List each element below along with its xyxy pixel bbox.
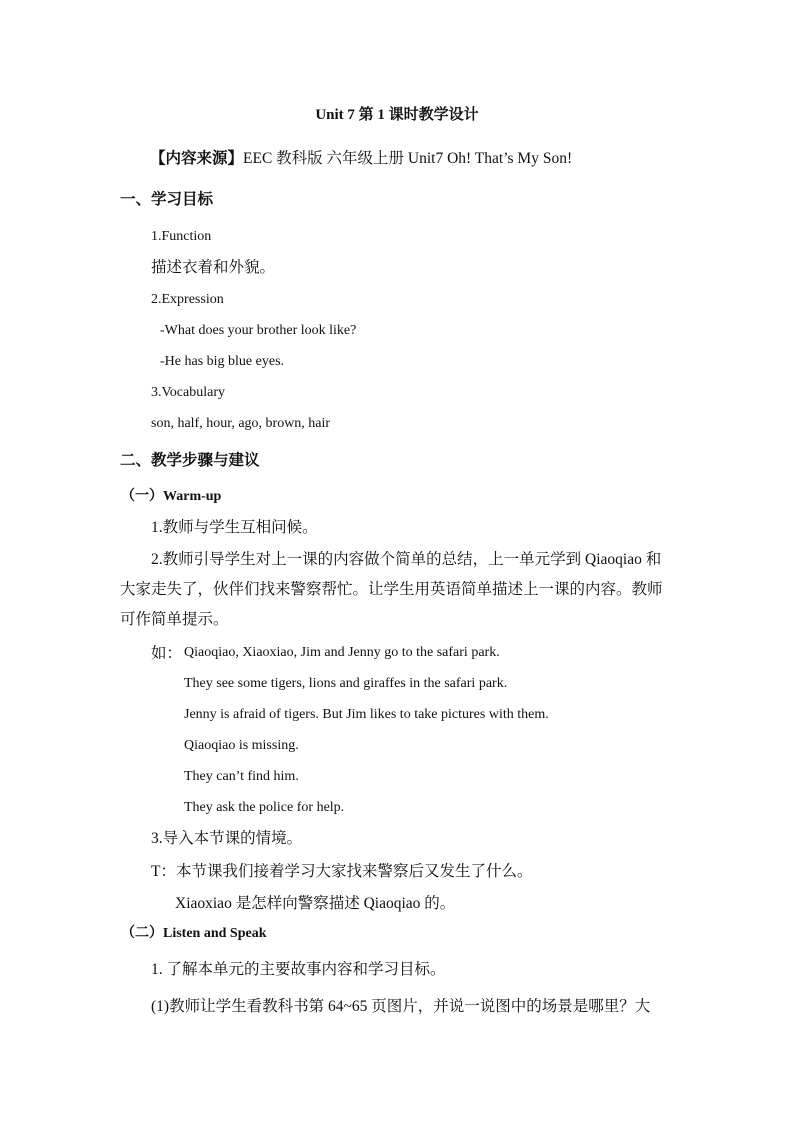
example-line: Qiaoqiao, Xiaoxiao, Jim and Jenny go to the safari park. bbox=[184, 645, 500, 660]
content-source-label: 【内容来源】 bbox=[150, 150, 244, 167]
teacher-line-2: Xiaoxiao 是怎样向警察描述 Qiaoqiao 的。 bbox=[175, 895, 456, 912]
function-label: 1.Function bbox=[151, 229, 212, 244]
expression-label: 2.Expression bbox=[151, 292, 224, 307]
function-text: 描述衣着和外貌。 bbox=[151, 259, 276, 276]
warmup-step-2-line-2: 大家走失了，伙伴们找来警察帮忙。让学生用英语简单描述上一课的内容。教师 bbox=[120, 581, 663, 598]
example-line: They ask the police for help. bbox=[184, 800, 345, 815]
content-source bbox=[150, 147, 572, 171]
listen-speak-heading: （二）Listen and Speak bbox=[121, 926, 267, 941]
example-line: Jenny is afraid of tigers. But Jim likes to take pictures with them. bbox=[184, 707, 549, 722]
expression-question: -What does your brother look like? bbox=[160, 323, 357, 338]
warmup-step-2-line-3: 可作简单提示。 bbox=[120, 611, 229, 628]
warmup-step-1: 1.教师与学生互相问候。 bbox=[151, 519, 318, 536]
content-source-text: EEC 教科版 六年级上册 Unit7 Oh! That’s My Son! bbox=[243, 150, 573, 167]
section-heading-steps: 二、教学步骤与建议 bbox=[120, 452, 260, 469]
page-title: Unit 7 第 1 课时教学设计 bbox=[315, 107, 479, 123]
listen-step-1: 1. 了解本单元的主要故事内容和学习目标。 bbox=[151, 961, 446, 978]
warmup-heading: （一）Warm-up bbox=[121, 489, 222, 504]
vocabulary-label: 3.Vocabulary bbox=[151, 385, 225, 400]
example-line: Qiaoqiao is missing. bbox=[184, 738, 299, 753]
example-prefix: 如： bbox=[151, 645, 183, 662]
warmup-step-2-line-1: 2.教师引导学生对上一课的内容做个简单的总结，上一单元学到 Qiaoqiao 和 bbox=[151, 551, 662, 568]
teacher-line: T：本节课我们接着学习大家找来警察后又发生了什么。 bbox=[151, 863, 533, 880]
warmup-step-3: 3.导入本节课的情境。 bbox=[151, 830, 303, 847]
expression-answer: -He has big blue eyes. bbox=[160, 354, 285, 369]
example-line: They see some tigers, lions and giraffes in the safari park. bbox=[184, 676, 508, 691]
vocabulary-words: son, half, hour, ago, brown, hair bbox=[151, 416, 331, 431]
example-line: They can’t find him. bbox=[184, 769, 299, 784]
section-heading-objectives: 一、学习目标 bbox=[120, 191, 214, 208]
listen-sub-step-1: (1)教师让学生看教科书第 64~65 页图片，并说一说图中的场景是哪里？大 bbox=[151, 998, 651, 1015]
